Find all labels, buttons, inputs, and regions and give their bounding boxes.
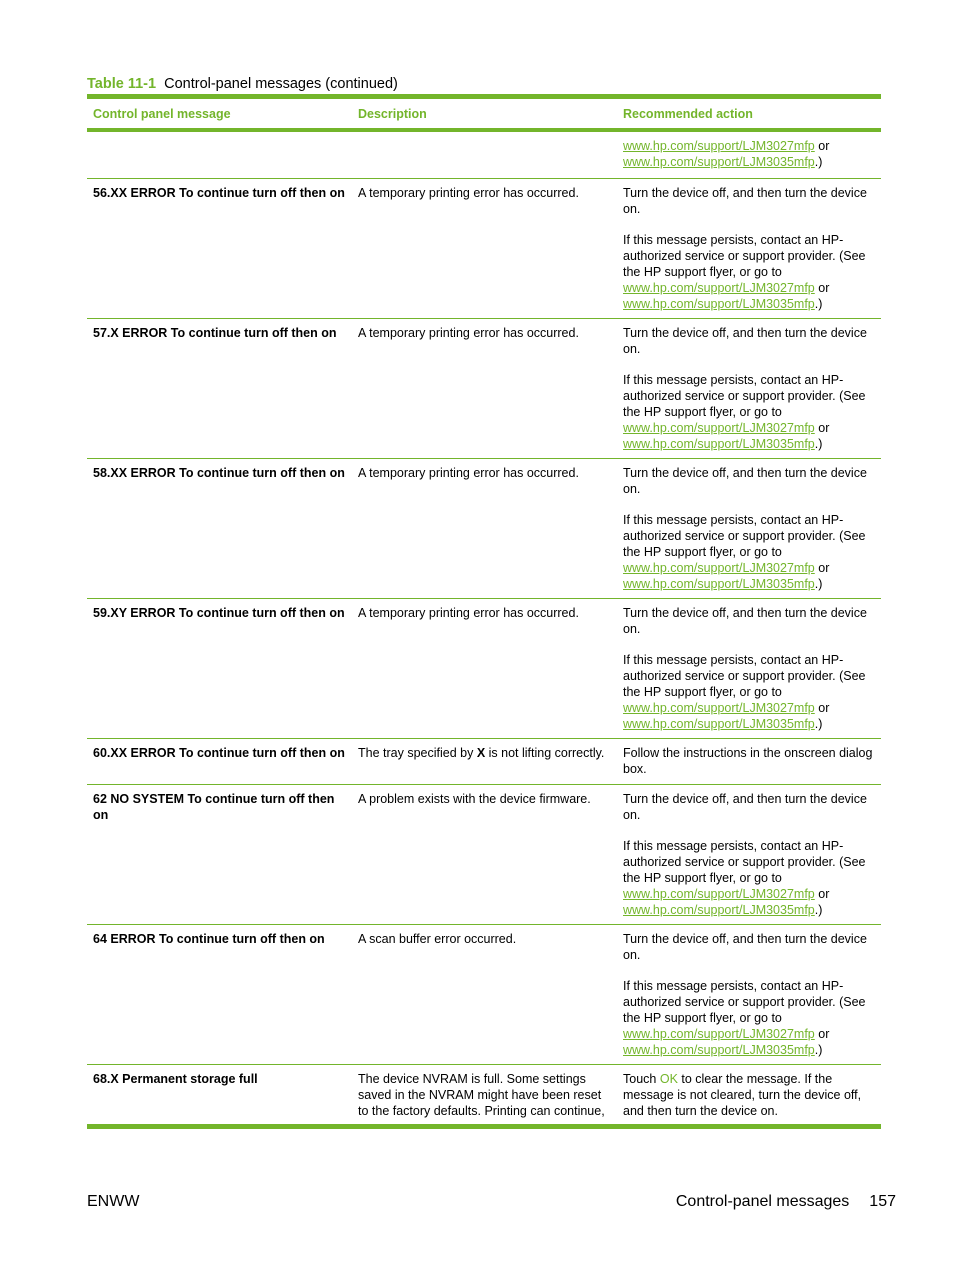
table-row (87, 319, 881, 459)
message-cell: 64 ERROR To continue turn off then on (93, 932, 325, 946)
table-row (87, 925, 881, 1065)
message-cell: 59.XY ERROR To continue turn off then on (93, 606, 345, 620)
table-row (87, 1065, 881, 1124)
description-cell: A temporary printing error has occurred. (358, 466, 579, 480)
support-link-3027[interactable]: www.hp.com/support/LJM3027mfp (623, 701, 815, 715)
footer-right (676, 1192, 896, 1212)
action-cell: Turn the device off, and then turn the device on. If this message persists, contact an HP-authorized service or support provider. (See the HP support flyer, or go to www.hp.com/support/LJM3027mfp or www.hp.com/support/LJM3035mfp.) (623, 932, 867, 1057)
message-cell: 60.XX ERROR To continue turn off then on (93, 746, 345, 760)
ok-button-label: OK (659, 1072, 678, 1086)
table-row (87, 739, 881, 785)
message-cell (87, 138, 352, 178)
description-cell (352, 138, 617, 178)
message-cell: 58.XX ERROR To continue turn off then on (93, 466, 345, 480)
support-link-3035[interactable]: www.hp.com/support/LJM3035mfp (623, 437, 815, 451)
support-link-3035[interactable]: www.hp.com/support/LJM3035mfp (623, 717, 815, 731)
table-row (87, 179, 881, 319)
action-cell: Follow the instructions in the onscreen dialog box. (623, 746, 873, 776)
support-link-3035[interactable]: www.hp.com/support/LJM3035mfp (623, 155, 815, 169)
footer-section: Control-panel messages (675, 1193, 850, 1210)
table-row (87, 599, 881, 739)
action-cell: www.hp.com/support/LJM3027mfp or www.hp.com/support/LJM3035mfp.) (623, 139, 830, 169)
support-link-3027[interactable]: www.hp.com/support/LJM3027mfp (623, 281, 815, 295)
header-control-panel-message: Control panel message (93, 106, 231, 121)
table-row (87, 459, 881, 599)
description-cell: A temporary printing error has occurred. (358, 186, 579, 200)
control-panel-messages-table (87, 94, 881, 1129)
description-cell: The device NVRAM is full. Some settings saved in the NVRAM might have been reset to the factory defaults. Printing can continue, (358, 1072, 605, 1118)
support-link-3035[interactable]: www.hp.com/support/LJM3035mfp (623, 577, 815, 591)
action-cell: Turn the device off, and then turn the device on. If this message persists, contact an HP-authorized service or support provider. (See the HP support flyer, or go to www.hp.com/support/LJM3027mfp or www.hp.com/support/LJM3035mfp.) (623, 186, 867, 311)
support-link-3027[interactable]: www.hp.com/support/LJM3027mfp (623, 1027, 815, 1041)
action-cell: Touch OK to clear the message. If the message is not cleared, turn the device off, and then turn the device on. (623, 1072, 862, 1118)
support-link-3035[interactable]: www.hp.com/support/LJM3035mfp (623, 297, 815, 311)
table-title: Control-panel messages (continued) (164, 76, 398, 92)
table-number: Table 11-1 (87, 76, 157, 92)
message-cell: 68.X Permanent storage full (93, 1072, 258, 1086)
description-cell: The tray specified by X is not lifting correctly. (358, 746, 605, 760)
message-cell: 56.XX ERROR To continue turn off then on (93, 186, 345, 200)
action-cell: Turn the device off, and then turn the device on. If this message persists, contact an HP-authorized service or support provider. (See the HP support flyer, or go to www.hp.com/support/LJM3027mfp or www.hp.com/support/LJM3035mfp.) (623, 466, 867, 591)
support-link-3027[interactable]: www.hp.com/support/LJM3027mfp (623, 887, 815, 901)
description-cell: A scan buffer error occurred. (358, 932, 517, 946)
header-recommended-action: Recommended action (623, 106, 753, 121)
description-cell: A problem exists with the device firmware. (358, 792, 591, 806)
table-caption (87, 75, 398, 93)
action-cell: Turn the device off, and then turn the device on. If this message persists, contact an HP-authorized service or support provider. (See the HP support flyer, or go to www.hp.com/support/LJM3027mfp or www.hp.com/support/LJM3035mfp.) (623, 326, 867, 451)
description-cell: A temporary printing error has occurred. (358, 606, 579, 620)
table-row (87, 132, 881, 179)
page-number: 157 (869, 1193, 896, 1210)
table-header (87, 99, 881, 132)
action-cell: Turn the device off, and then turn the device on. If this message persists, contact an HP-authorized service or support provider. (See the HP support flyer, or go to www.hp.com/support/LJM3027mfp or www.hp.com/support/LJM3035mfp.) (623, 792, 867, 917)
support-link-3027[interactable]: www.hp.com/support/LJM3027mfp (623, 421, 815, 435)
support-link-3027[interactable]: www.hp.com/support/LJM3027mfp (623, 561, 815, 575)
table-row (87, 785, 881, 925)
message-cell: 62 NO SYSTEM To continue turn off then on (93, 792, 335, 822)
support-link-3027[interactable]: www.hp.com/support/LJM3027mfp (623, 139, 815, 153)
support-link-3035[interactable]: www.hp.com/support/LJM3035mfp (623, 1043, 815, 1057)
support-link-3035[interactable]: www.hp.com/support/LJM3035mfp (623, 903, 815, 917)
header-description: Description (358, 106, 427, 121)
footer-left: ENWW (87, 1193, 140, 1210)
description-cell: A temporary printing error has occurred. (358, 326, 579, 340)
action-cell: Turn the device off, and then turn the device on. If this message persists, contact an HP-authorized service or support provider. (See the HP support flyer, or go to www.hp.com/support/LJM3027mfp or www.hp.com/support/LJM3035mfp.) (623, 606, 867, 731)
message-cell: 57.X ERROR To continue turn off then on (93, 326, 337, 340)
